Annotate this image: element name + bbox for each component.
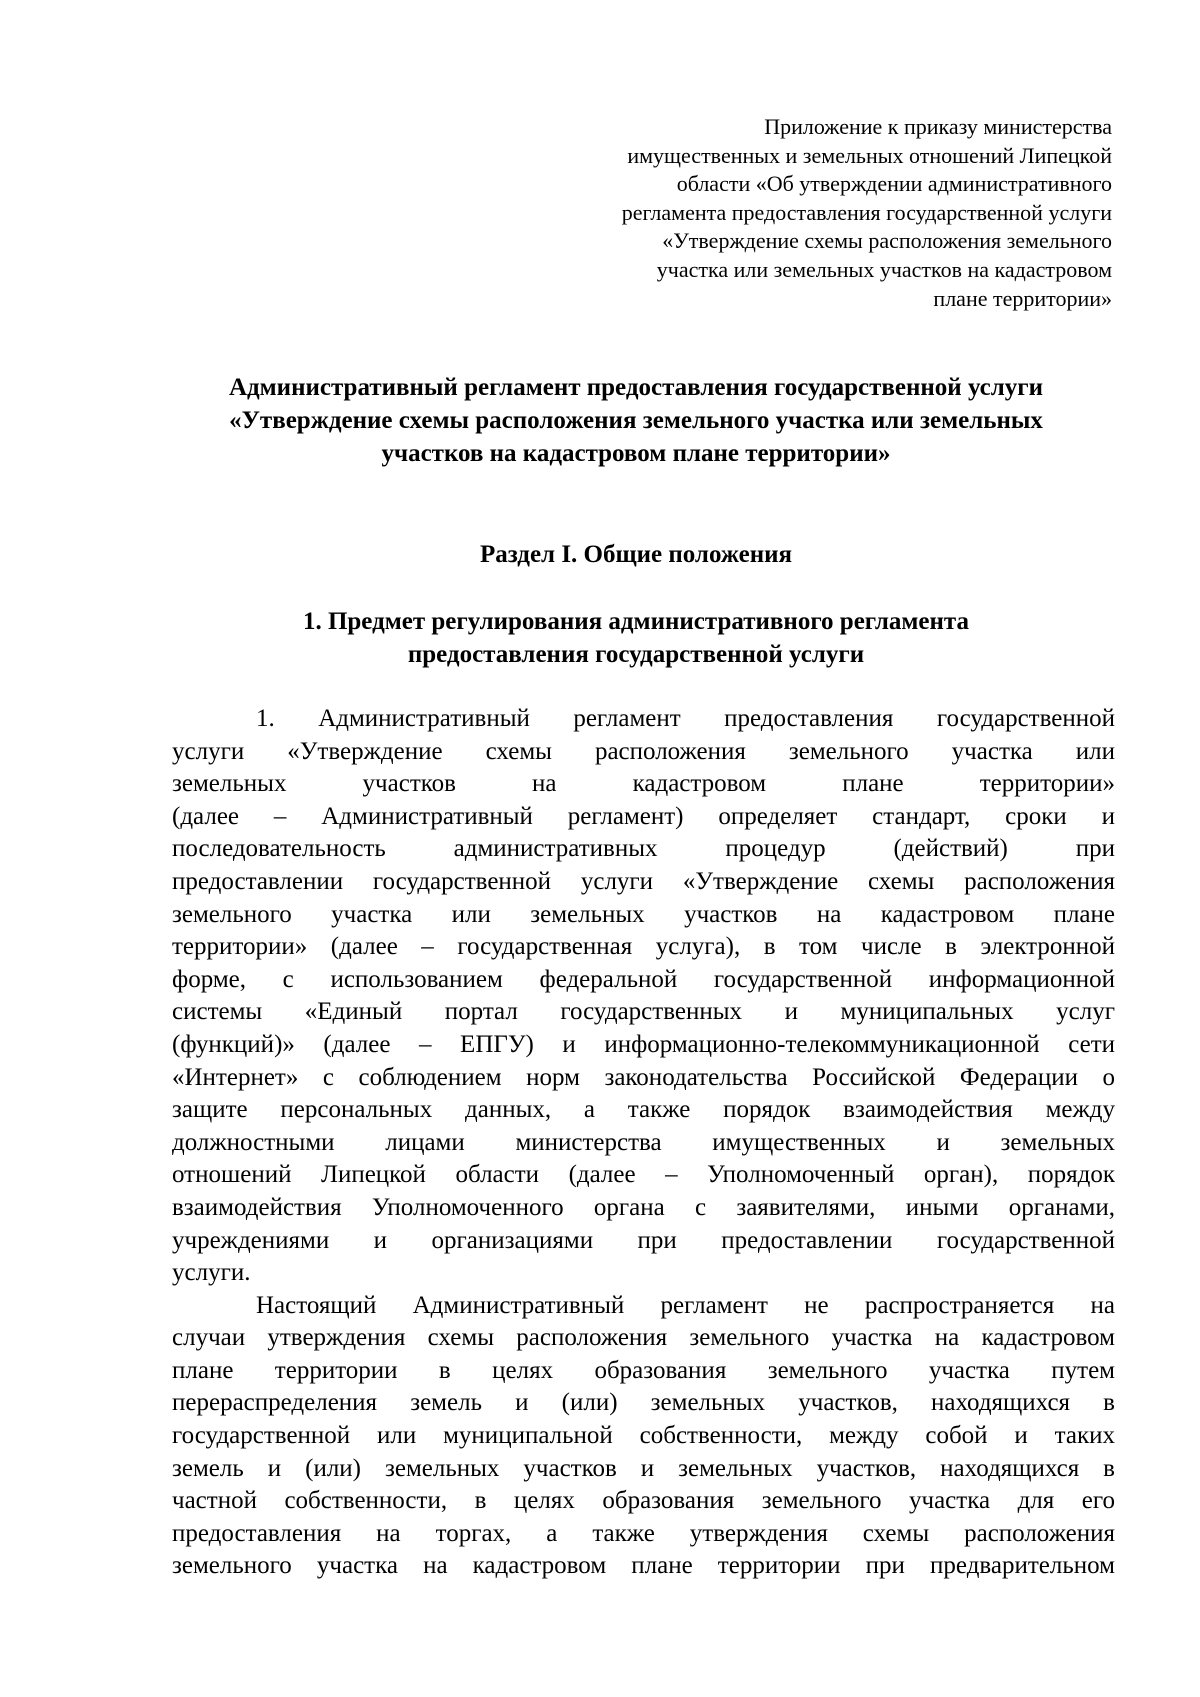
paragraph-line: (далее – Административный регламент) определяет стандарт, сроки и — [172, 802, 1115, 830]
appendix-note — [540, 113, 1112, 313]
paragraph-line: форме, с использованием федеральной государственной информационной — [172, 965, 1115, 993]
title-line: Административный регламент предоставления государственной услуги — [228, 374, 1044, 401]
paragraph-line: системы «Единый портал государственных и муниципальных услуг — [172, 998, 1115, 1026]
paragraph-line: «Интернет» с соблюдением норм законодательства Российской Федерации о — [172, 1063, 1115, 1091]
paragraph-line: защите персональных данных, а также порядок взаимодействия между — [172, 1096, 1115, 1124]
appendix-line: «Утверждение схемы расположения земельного — [662, 228, 1112, 254]
paragraph-line: предоставления на торгах, а также утверждения схемы расположения — [172, 1519, 1115, 1547]
subsection-heading-line: предоставления государственной услуги — [407, 641, 865, 668]
paragraph-line: государственной или муниципальной собственности, между собой и таких — [172, 1422, 1115, 1450]
paragraph-line: должностными лицами министерства имущественных и земельных — [172, 1128, 1115, 1156]
paragraph-line: (функций)» (далее – ЕПГУ) и информационно-телекоммуникационной сети — [172, 1030, 1115, 1058]
paragraph-line: плане территории в целях образования земельного участка путем — [172, 1356, 1115, 1384]
document-title — [160, 371, 1112, 470]
subsection-heading-line: 1. Предмет регулирования административного регламента — [302, 608, 970, 635]
appendix-line: Приложение к приказу министерства — [764, 114, 1112, 139]
paragraph-line: услуги «Утверждение схемы расположения земельного участка или — [172, 737, 1115, 765]
paragraph-line: услуги. — [172, 1259, 251, 1287]
appendix-line: участка или земельных участков на кадастровом — [656, 256, 1112, 282]
appendix-line: регламента предоставления государственной услуги — [621, 199, 1112, 225]
paragraph-line: предоставлении государственной услуги «Утверждение схемы расположения — [172, 867, 1115, 895]
appendix-line: области «Об утверждении административного — [676, 171, 1112, 197]
paragraph-line: территории» (далее – государственная услуга), в том числе в электронной — [172, 933, 1115, 961]
appendix-line: плане территории» — [933, 285, 1112, 311]
paragraph-line: частной собственности, в целях образования земельного участка для его — [172, 1487, 1115, 1515]
paragraph-line: земельного участка или земельных участков на кадастровом плане — [172, 900, 1115, 928]
paragraph-line: отношений Липецкой области (далее – Уполномоченный орган), порядок — [172, 1161, 1115, 1189]
paragraph-line: земель и (или) земельных участков и земельных участков, находящихся в — [172, 1454, 1115, 1482]
paragraph-line: перераспределения земель и (или) земельных участков, находящихся в — [172, 1389, 1115, 1417]
title-line: участков на кадастровом плане территории» — [381, 440, 891, 467]
paragraph-line: случаи утверждения схемы расположения земельного участка на кадастровом — [172, 1324, 1115, 1352]
paragraph-line: учреждениями и организациями при предоставлении государственной — [172, 1226, 1115, 1254]
subsection-heading — [160, 605, 1112, 671]
paragraph-line: земельных участков на кадастровом плане территории» — [172, 770, 1115, 798]
paragraph-2 — [172, 1290, 1115, 1583]
paragraph-line: Настоящий Административный регламент не распространяется на — [256, 1291, 1115, 1319]
paragraph-line: взаимодействия Уполномоченного органа с заявителями, иными органами, — [172, 1193, 1115, 1221]
paragraph-1 — [172, 703, 1115, 1290]
appendix-line: имущественных и земельных отношений Липецкой — [627, 142, 1112, 168]
body-text — [172, 703, 1115, 1583]
paragraph-line: последовательность административных процедур (действий) при — [172, 835, 1115, 863]
section-heading: Раздел I. Общие положения — [479, 541, 793, 568]
title-line: «Утверждение схемы расположения земельного участка или земельных — [229, 407, 1043, 434]
paragraph-line: 1. Административный регламент предоставления государственной — [256, 705, 1115, 732]
paragraph-line: земельного участка на кадастровом плане территории при предварительном — [172, 1552, 1115, 1580]
